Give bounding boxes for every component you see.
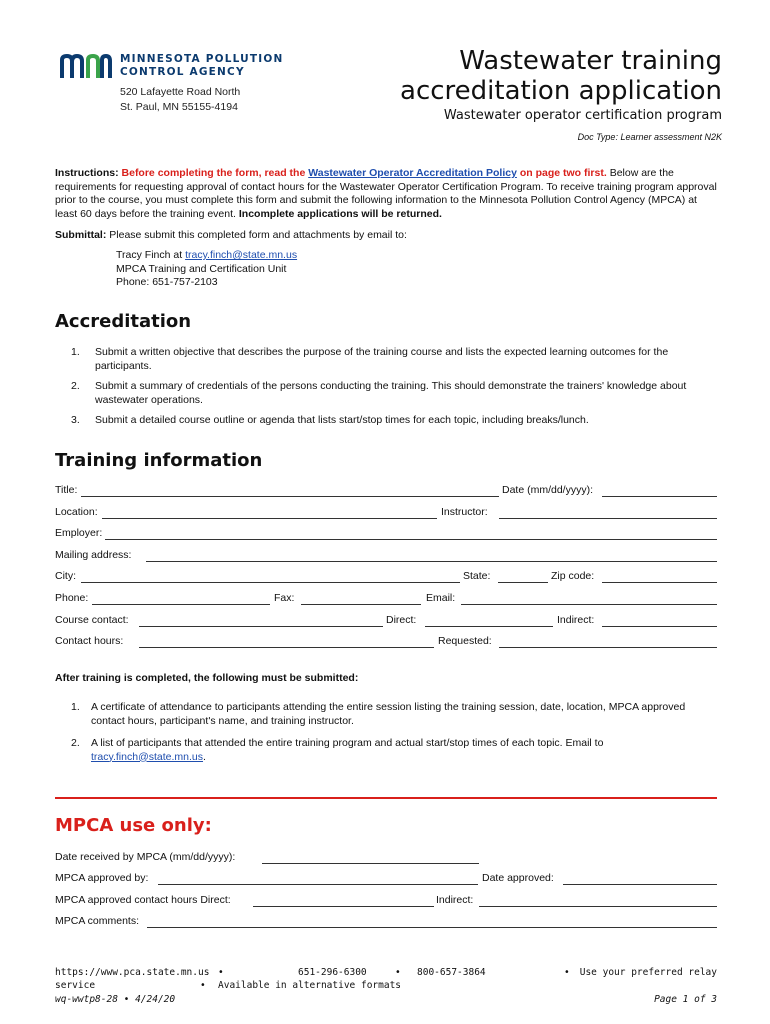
after-training-list bbox=[55, 701, 717, 772]
instructions-label: Instructions: bbox=[55, 167, 119, 179]
employer-label: Employer: bbox=[55, 527, 103, 539]
submittal-text: Please submit this completed form and attachments by email to: bbox=[109, 229, 407, 241]
after-training-heading: After training is completed, the following must be submitted: bbox=[55, 672, 359, 684]
contact-phone: Phone: 651-757-2103 bbox=[116, 276, 218, 288]
state-label: State: bbox=[463, 570, 491, 582]
document-title bbox=[400, 46, 722, 106]
approved-hours-row bbox=[55, 894, 717, 908]
submittal bbox=[55, 229, 717, 243]
title-row bbox=[55, 484, 717, 498]
accreditation-list bbox=[55, 346, 717, 436]
location-field[interactable] bbox=[102, 518, 437, 519]
approved-direct-field[interactable] bbox=[253, 906, 434, 907]
phone-row bbox=[55, 592, 717, 606]
training-heading: Training information bbox=[55, 450, 263, 471]
date-received-row bbox=[55, 851, 717, 865]
comments-field[interactable] bbox=[147, 927, 717, 928]
course-contact-row bbox=[55, 614, 717, 628]
comments-row bbox=[55, 915, 717, 929]
contact-prefix: Tracy Finch at bbox=[116, 249, 183, 261]
location-row bbox=[55, 506, 717, 520]
approved-by-label: MPCA approved by: bbox=[55, 872, 149, 884]
mpca-heading: MPCA use only: bbox=[55, 815, 212, 836]
mailing-label: Mailing address: bbox=[55, 549, 132, 561]
list-item: 3. Submit a detailed course outline or agenda that lists start/stop times for each topic, including breaks/lunch. bbox=[71, 414, 589, 426]
contact-hours-label: Contact hours: bbox=[55, 635, 124, 647]
list-item: 2. Submit a summary of credentials of the persons conducting the training. This should demonstrate the trainers' knowledge about wastewater operations. bbox=[71, 380, 687, 406]
footer-phone1: 651-296-6300 bbox=[298, 967, 367, 978]
bullet-icon: • bbox=[218, 967, 224, 978]
date-received-label: Date received by MPCA (mm/dd/yyyy): bbox=[55, 851, 236, 863]
course-contact-field[interactable] bbox=[139, 626, 383, 627]
contact-email-link[interactable]: tracy.finch@state.mn.us bbox=[185, 249, 298, 261]
approved-by-row bbox=[55, 872, 717, 886]
section-divider bbox=[55, 797, 717, 799]
instructions bbox=[55, 167, 717, 221]
instructor-label: Instructor: bbox=[441, 506, 488, 518]
mpca-logo-icon bbox=[60, 54, 112, 80]
agency-name-line2: CONTROL AGENCY bbox=[120, 66, 245, 78]
mailing-field[interactable] bbox=[146, 561, 717, 562]
instructions-body: Below are the requirements for requesting approval of contact hours for the Wastewater Operator Certification Program. To receive training program approval prior to the course, you must complete this form and submit the following information to the Minnesota Pollution Control Agency (MPCA) at least 60 days before the training event. bbox=[55, 167, 717, 220]
zip-field[interactable] bbox=[602, 582, 717, 583]
policy-link[interactable]: Wastewater Operator Accreditation Policy bbox=[308, 167, 517, 179]
contact-unit: MPCA Training and Certification Unit bbox=[116, 262, 287, 275]
instructions-warning-2: on page two first. bbox=[519, 167, 607, 179]
doc-type: Doc Type: Learner assessment N2K bbox=[577, 132, 722, 142]
direct-field[interactable] bbox=[425, 626, 553, 627]
location-label: Location: bbox=[55, 506, 98, 518]
approved-by-field[interactable] bbox=[158, 884, 478, 885]
document-subtitle: Wastewater operator certification program bbox=[443, 108, 722, 123]
requested-field[interactable] bbox=[499, 647, 717, 648]
indirect-field[interactable] bbox=[602, 626, 717, 627]
contact-hours-row bbox=[55, 635, 717, 649]
agency-name-line1: MINNESOTA POLLUTION bbox=[120, 53, 284, 65]
footer-url: https://www.pca.state.mn.us bbox=[55, 967, 210, 978]
employer-field[interactable] bbox=[105, 539, 717, 540]
title-line1: Wastewater training bbox=[459, 46, 722, 76]
mailing-row bbox=[55, 549, 717, 563]
direct-label: Direct: bbox=[386, 614, 417, 626]
approved-hours-label: MPCA approved contact hours Direct: bbox=[55, 894, 231, 906]
comments-label: MPCA comments: bbox=[55, 915, 140, 927]
list-item: 1. A certificate of attendance to participants attending the entire session listing the training session, date, location, MPCA approved contact hours, participant's name, and training instructor. bbox=[71, 701, 686, 727]
fax-label: Fax: bbox=[274, 592, 295, 604]
requested-label: Requested: bbox=[438, 635, 492, 647]
approved-indirect-field[interactable] bbox=[479, 906, 717, 907]
zip-label: Zip code: bbox=[551, 570, 595, 582]
email-label: Email: bbox=[426, 592, 456, 604]
title-label: Title: bbox=[55, 484, 78, 496]
date-approved-field[interactable] bbox=[563, 884, 717, 885]
instructions-warning-1: Before completing the form, read the bbox=[121, 167, 306, 179]
date-received-field[interactable] bbox=[262, 863, 479, 864]
approved-indirect-label: Indirect: bbox=[436, 894, 474, 906]
indirect-label: Indirect: bbox=[557, 614, 595, 626]
submittal-contact bbox=[116, 249, 516, 290]
phone-label: Phone: bbox=[55, 592, 89, 604]
title-field[interactable] bbox=[81, 496, 499, 497]
bullet-icon: • bbox=[564, 967, 570, 978]
submittal-label: Submittal: bbox=[55, 229, 107, 241]
fax-field[interactable] bbox=[301, 604, 421, 605]
footer-page-number: Page 1 of 3 bbox=[654, 994, 717, 1005]
date-label: Date (mm/dd/yyyy): bbox=[502, 484, 594, 496]
footer-service: service bbox=[55, 980, 96, 991]
state-field[interactable] bbox=[498, 582, 548, 583]
accreditation-heading: Accreditation bbox=[55, 311, 192, 332]
course-contact-label: Course contact: bbox=[55, 614, 129, 626]
instructor-field[interactable] bbox=[499, 518, 717, 519]
city-row bbox=[55, 570, 717, 584]
address-line1: 520 Lafayette Road North bbox=[120, 86, 241, 98]
footer-phone2: 800-657-3864 bbox=[417, 967, 486, 978]
address-line2: St. Paul, MN 55155-4194 bbox=[120, 101, 238, 113]
list-item: 2. A list of participants that attended the entire training program and actual start/stop times of each topic. Email to tracy.finch@state.mn.us. bbox=[71, 737, 604, 763]
instructions-bold-tail: Incomplete applications will be returned. bbox=[238, 207, 442, 220]
footer-relay: Use your preferred relay bbox=[579, 967, 717, 978]
bullet-icon: • bbox=[200, 980, 206, 991]
date-approved-label: Date approved: bbox=[482, 872, 554, 884]
contact-hours-field[interactable] bbox=[139, 647, 434, 648]
list-item: 1. Submit a written objective that describes the purpose of the training course and lists the expected learning outcomes for the participants. bbox=[71, 346, 669, 372]
after-email-link[interactable]: tracy.finch@state.mn.us bbox=[91, 750, 204, 763]
email-field[interactable] bbox=[461, 604, 717, 605]
footer-doc-id: wq-wwtp8-28 • 4/24/20 bbox=[55, 994, 176, 1005]
date-field[interactable] bbox=[602, 496, 717, 497]
city-label: City: bbox=[55, 570, 76, 582]
employer-row bbox=[55, 527, 717, 541]
title-line2: accreditation application bbox=[400, 76, 722, 106]
bullet-icon: • bbox=[395, 967, 401, 978]
footer-alt-formats: Available in alternative formats bbox=[218, 980, 402, 991]
phone-field[interactable] bbox=[92, 604, 270, 605]
city-field[interactable] bbox=[81, 582, 460, 583]
